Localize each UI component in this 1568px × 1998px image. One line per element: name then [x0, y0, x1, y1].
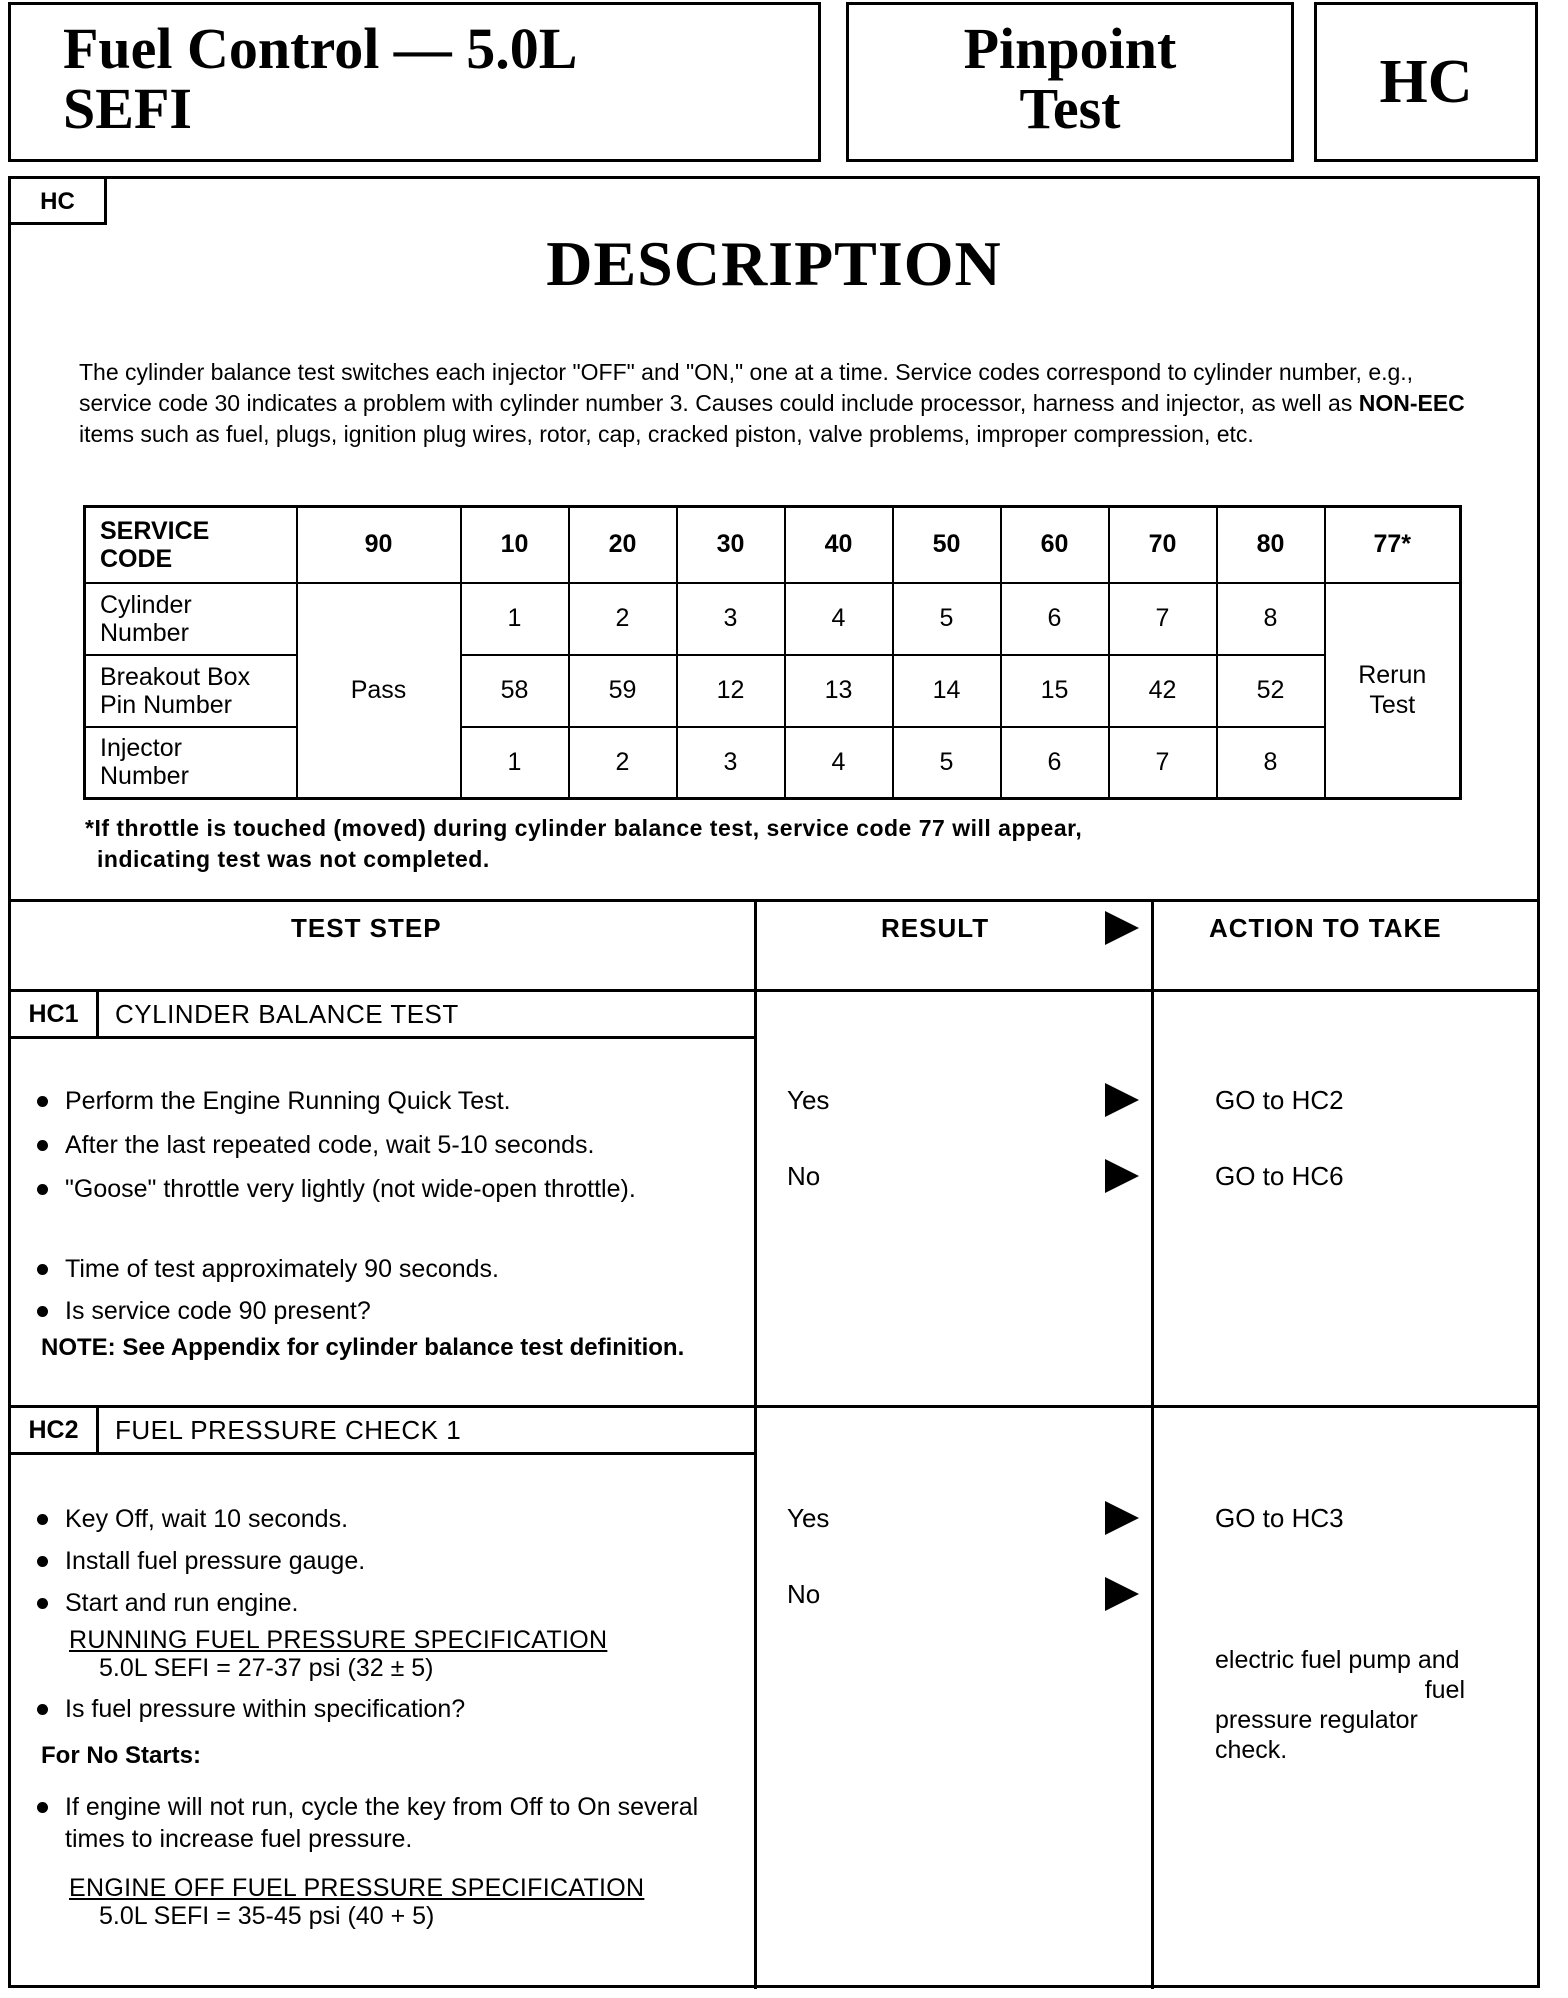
code-cell: 60	[1001, 507, 1109, 583]
engine-off-spec-title: ENGINE OFF FUEL PRESSURE SPECIFICATION	[69, 1874, 645, 1902]
bullet-text: Key Off, wait 10 seconds.	[65, 1505, 349, 1533]
list-item	[37, 1587, 737, 1619]
list-item	[37, 1253, 737, 1285]
bullet-text: Start and run engine.	[65, 1589, 299, 1617]
breakout-label-1: Breakout Box	[100, 662, 251, 691]
test-type-box	[846, 2, 1294, 162]
page-title	[63, 16, 578, 141]
rerun-line-2: Test	[1369, 691, 1416, 720]
bullet-icon	[37, 1096, 48, 1107]
row-label	[85, 655, 297, 727]
description-heading: DESCRIPTION	[546, 228, 1002, 299]
bullet-text: Perform the Engine Running Quick Test.	[65, 1087, 511, 1115]
code-cell: 40	[785, 507, 893, 583]
bullet-icon	[37, 1704, 48, 1715]
arrow-icon	[1105, 1501, 1139, 1535]
table-cell: 4	[785, 727, 893, 799]
service-code-table	[83, 505, 1462, 800]
list-item	[37, 1085, 737, 1117]
list-item	[37, 1693, 737, 1725]
action-no-text	[1215, 1645, 1515, 1765]
bullet-text: Is service code 90 present?	[65, 1297, 371, 1325]
table-cell: 7	[1109, 727, 1217, 799]
description-part-1: The cylinder balance test switches each injector "OFF" and "ON," one at a time. Service codes correspond to cylinder number, e.g., service code 30 indicates a problem with cylinder number 3. Causes could include processor, harness and injector, as well as	[79, 359, 1414, 416]
step-header-hc1	[11, 989, 757, 1039]
table-cell: 3	[677, 583, 785, 655]
test-code: HC	[1379, 48, 1473, 116]
bullet-text: "Goose" throttle very lightly (not wide-open throttle).	[65, 1175, 636, 1203]
table-cell: 8	[1217, 727, 1325, 799]
code-cell: 77*	[1325, 507, 1461, 583]
code-cell: 50	[893, 507, 1001, 583]
bullet-icon	[37, 1598, 48, 1609]
table-cell: 6	[1001, 727, 1109, 799]
table-cell: 59	[569, 655, 677, 727]
title-box	[8, 2, 821, 162]
table-row	[85, 727, 1461, 799]
list-item	[37, 1173, 677, 1205]
table-cell: 5	[893, 727, 1001, 799]
table-cell: 4	[785, 583, 893, 655]
arrow-icon	[1105, 911, 1139, 945]
list-item	[37, 1129, 737, 1161]
footnote-line-1: *If throttle is touched (moved) during cylinder balance test, service code 77 will appear,	[85, 815, 1083, 841]
code-box	[1314, 2, 1538, 162]
note-label: NOTE:	[41, 1334, 116, 1361]
test-type-line-1: Pinpoint	[963, 16, 1177, 81]
note-text: See Appendix for cylinder balance test definition.	[122, 1334, 685, 1361]
result-yes: Yes	[787, 1503, 830, 1533]
step-title: FUEL PRESSURE CHECK 1	[115, 1415, 462, 1445]
action-no-line-3: pressure regulator	[1215, 1706, 1418, 1734]
code-cell: 20	[569, 507, 677, 583]
action-no-line-1: electric fuel pump and	[1215, 1646, 1460, 1674]
table-cell: 58	[461, 655, 569, 727]
test-step-header: TEST STEP	[291, 913, 442, 943]
bullet-text: If engine will not run, cycle the key from Off to On several times to increase fuel pressure.	[65, 1793, 699, 1853]
footnote-line-2: indicating test was not completed.	[97, 846, 490, 872]
bullet-icon	[37, 1306, 48, 1317]
injector-label-1: Injector	[100, 734, 182, 763]
step-title: CYLINDER BALANCE TEST	[115, 999, 459, 1029]
table-cell: 1	[461, 727, 569, 799]
table-row	[85, 507, 1461, 583]
row-label	[85, 727, 297, 799]
cylinder-label-1: Cylinder	[100, 590, 192, 619]
list-item	[37, 1503, 737, 1535]
table-cell: 52	[1217, 655, 1325, 727]
table-row	[85, 583, 1461, 655]
code-cell: 10	[461, 507, 569, 583]
list-item	[37, 1295, 737, 1327]
step-header-hc2	[11, 1405, 757, 1455]
arrow-icon	[1105, 1577, 1139, 1611]
bullet-text: Install fuel pressure gauge.	[65, 1547, 366, 1575]
code-cell: 90	[297, 507, 461, 583]
table-cell: 8	[1217, 583, 1325, 655]
result-no: No	[787, 1579, 821, 1609]
table-cell: 42	[1109, 655, 1217, 727]
code-cell: 80	[1217, 507, 1325, 583]
main-panel	[8, 176, 1540, 1988]
step-note	[41, 1333, 741, 1363]
action-goto-hc6[interactable]: GO to HC6	[1215, 1161, 1344, 1191]
description-bold: NON-EEC	[1358, 390, 1465, 416]
code-cell: 70	[1109, 507, 1217, 583]
action-no-line-4: check.	[1215, 1736, 1288, 1764]
action-goto-hc2[interactable]: GO to HC2	[1215, 1085, 1344, 1115]
test-type	[849, 16, 1291, 141]
description-part-2: items such as fuel, plugs, ignition plug wires, rotor, cap, cracked piston, valve problems, improper compression, etc.	[79, 421, 1254, 447]
rerun-line-1: Rerun	[1358, 661, 1427, 690]
table-cell: 13	[785, 655, 893, 727]
breakout-label-2: Pin Number	[100, 690, 232, 719]
bullet-icon	[37, 1556, 48, 1567]
title-line-1: Fuel Control — 5.0L	[63, 16, 578, 81]
step-id: HC1	[11, 992, 99, 1036]
table-cell: 1	[461, 583, 569, 655]
code-cell: 30	[677, 507, 785, 583]
table-cell: 14	[893, 655, 1001, 727]
footnote	[85, 813, 1465, 875]
table-cell: 2	[569, 583, 677, 655]
bullet-text: Time of test approximately 90 seconds.	[65, 1255, 499, 1283]
action-no-line-2: fuel	[1424, 1676, 1465, 1704]
column-divider	[1151, 899, 1154, 1989]
table-cell: 3	[677, 727, 785, 799]
running-spec-title: RUNNING FUEL PRESSURE SPECIFICATION	[69, 1626, 608, 1654]
section-tag: HC	[11, 179, 107, 225]
result-no: No	[787, 1161, 821, 1191]
table-row	[85, 655, 1461, 727]
injector-label-2: Number	[100, 762, 189, 791]
running-spec-value: 5.0L SEFI = 27-37 psi (32 ± 5)	[99, 1654, 434, 1682]
arrow-icon	[1105, 1159, 1139, 1193]
result-yes: Yes	[787, 1085, 830, 1115]
cylinder-label-2: Number	[100, 618, 189, 647]
step-id: HC2	[11, 1408, 99, 1452]
bullet-icon	[37, 1264, 48, 1275]
section-divider	[11, 899, 1537, 902]
bullet-icon	[37, 1140, 48, 1151]
table-cell: 5	[893, 583, 1001, 655]
list-item	[37, 1791, 717, 1855]
action-header: ACTION TO TAKE	[1209, 913, 1442, 943]
title-line-2: SEFI	[63, 76, 192, 141]
table-cell: 12	[677, 655, 785, 727]
bullet-text: After the last repeated code, wait 5-10 seconds.	[65, 1131, 595, 1159]
header-label-line-2: CODE	[100, 544, 173, 573]
table-cell: 2	[569, 727, 677, 799]
rerun-cell	[1325, 583, 1461, 799]
description-text	[79, 357, 1489, 450]
result-header: RESULT	[881, 913, 990, 943]
test-type-line-2: Test	[1019, 76, 1121, 141]
engine-off-spec-value: 5.0L SEFI = 35-45 psi (40 + 5)	[99, 1902, 435, 1930]
table-cell: 7	[1109, 583, 1217, 655]
bullet-icon	[37, 1802, 48, 1813]
header-label-line-1: SERVICE	[100, 516, 210, 545]
row-label	[85, 583, 297, 655]
bullet-icon	[37, 1184, 48, 1195]
table-cell: 15	[1001, 655, 1109, 727]
list-item	[37, 1545, 737, 1577]
table-cell: 6	[1001, 583, 1109, 655]
table-header-label	[85, 507, 297, 583]
pass-cell: Pass	[297, 583, 461, 799]
bullet-text: Is fuel pressure within specification?	[65, 1695, 466, 1723]
action-goto-hc3[interactable]: GO to HC3	[1215, 1503, 1344, 1533]
arrow-icon	[1105, 1083, 1139, 1117]
bullet-icon	[37, 1514, 48, 1525]
no-start-label: For No Starts:	[41, 1742, 202, 1769]
